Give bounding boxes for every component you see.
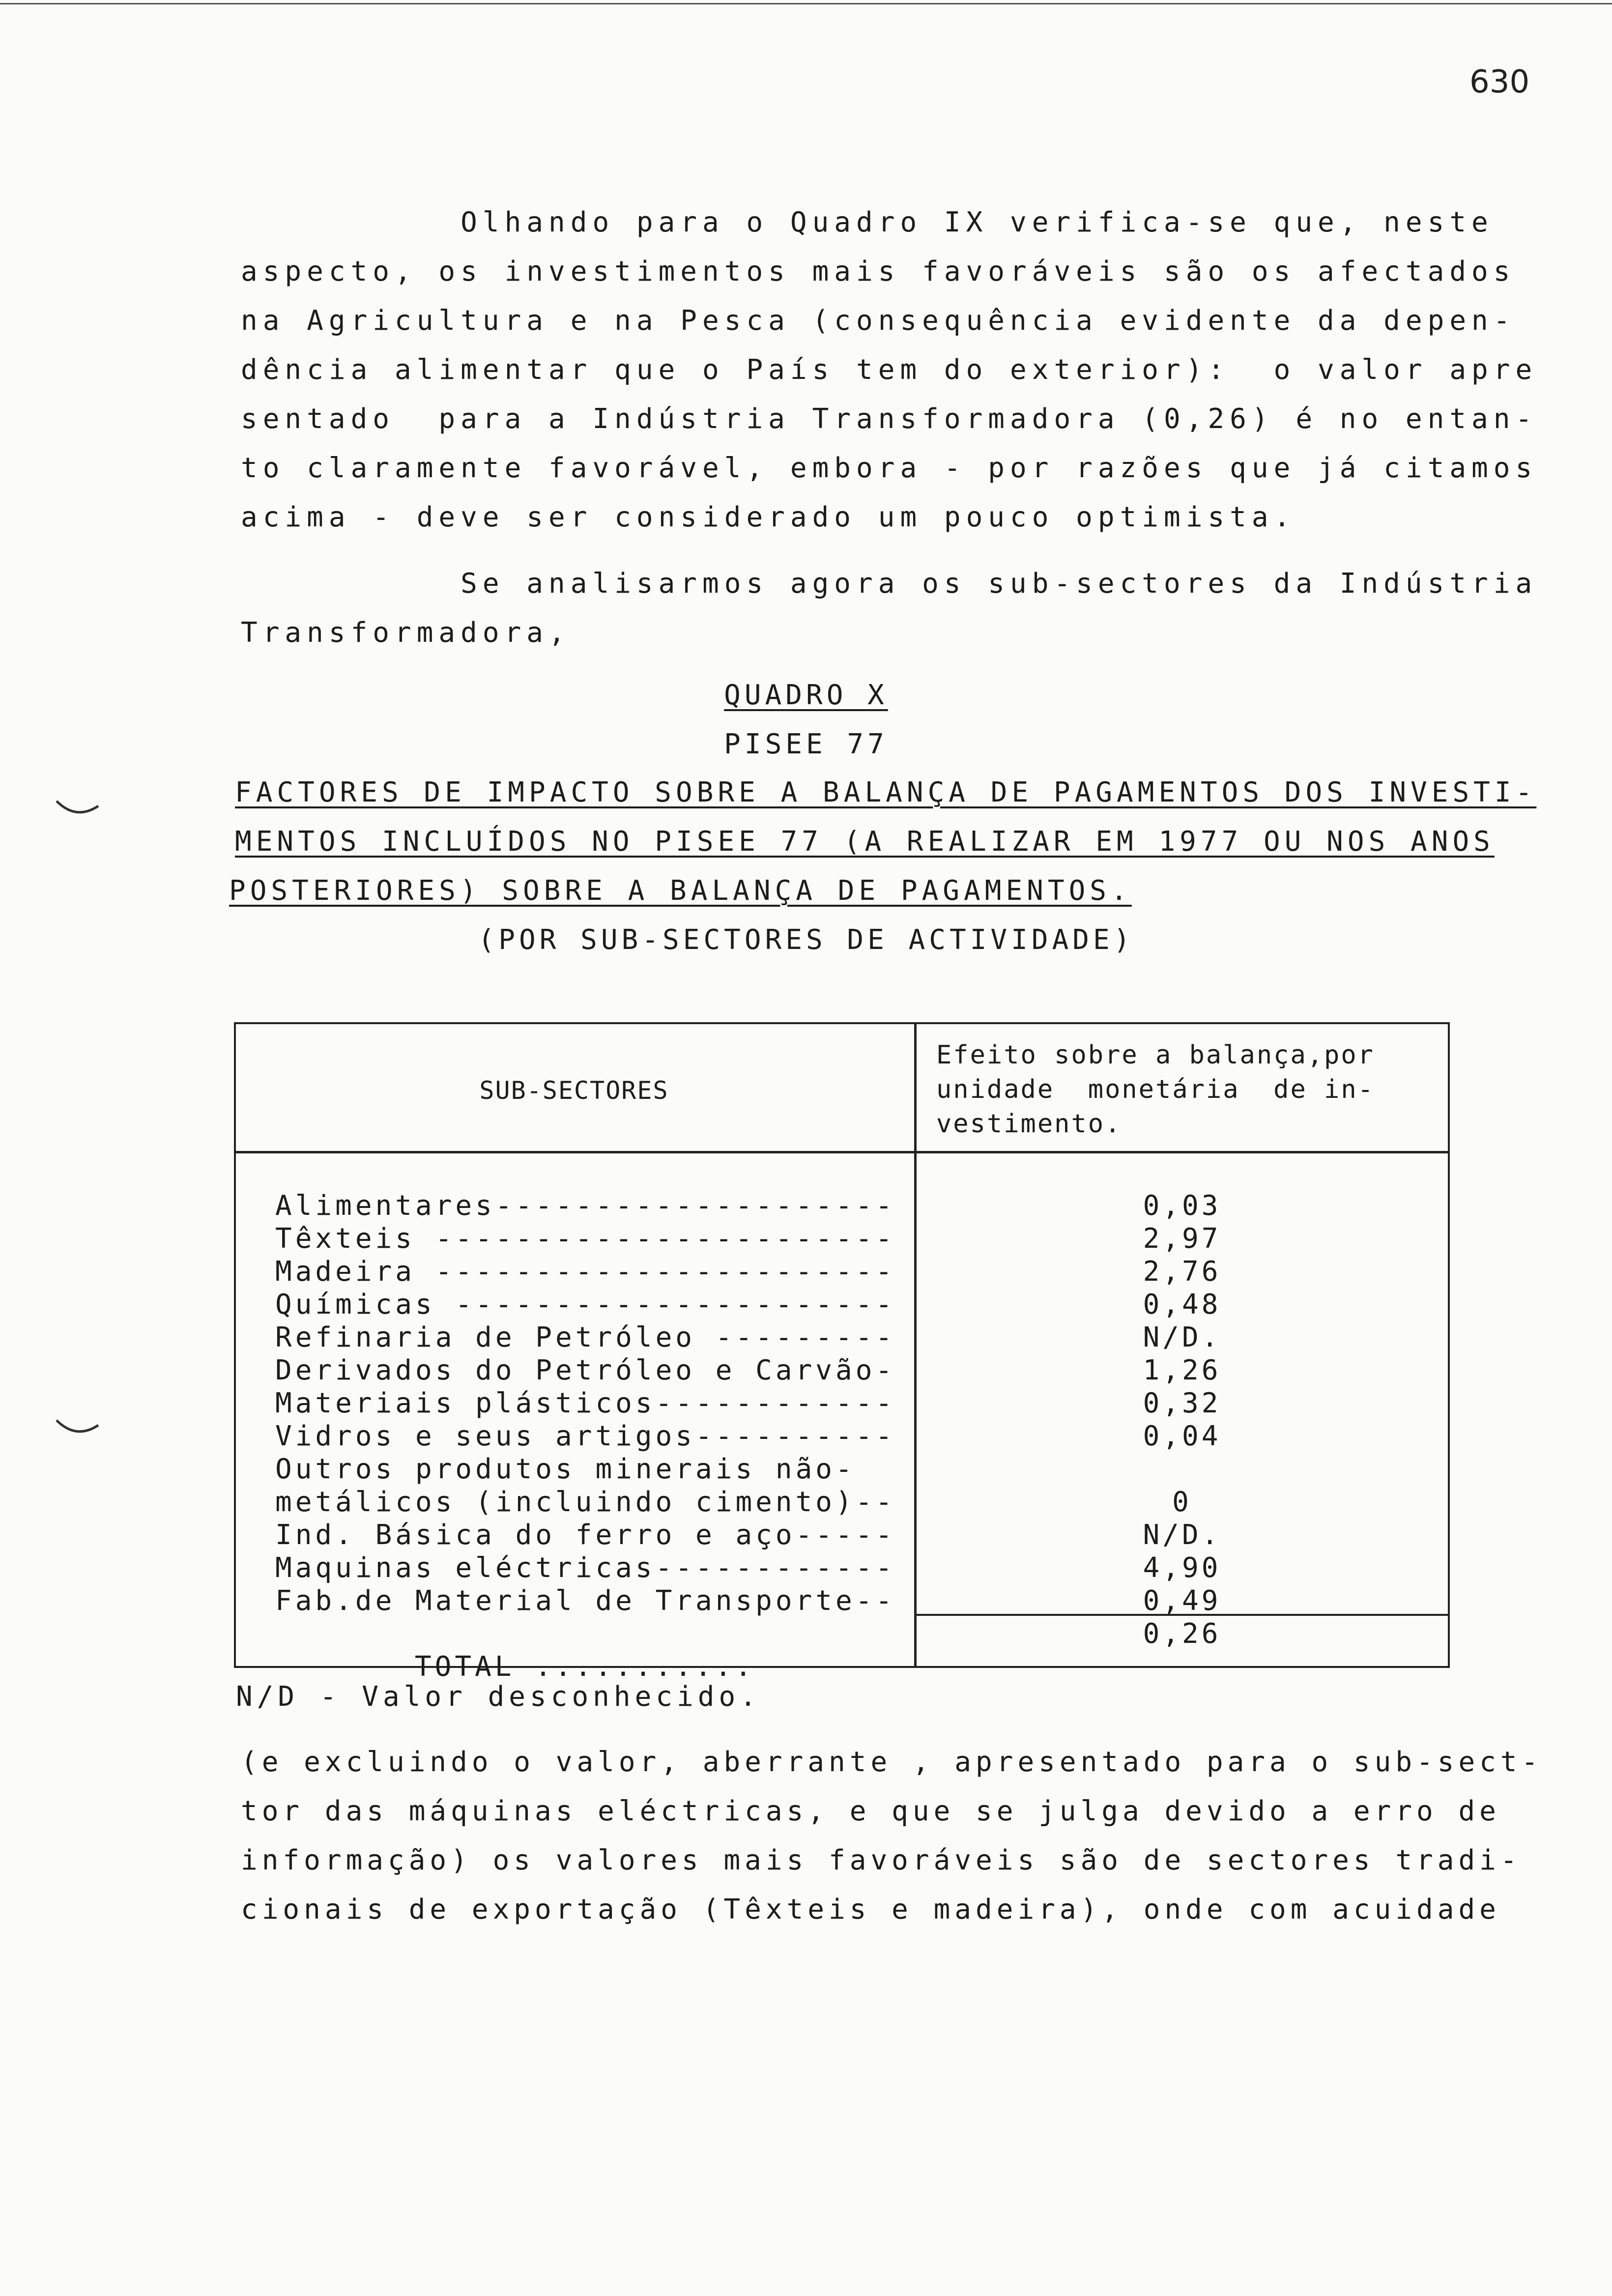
col-header-efeito (936, 1038, 1375, 1141)
total-label: TOTAL ........... (414, 1651, 755, 1683)
table-row-value (914, 1453, 1450, 1486)
paragraph2-line: Se analisarmos agora os sub-sectores da Indústria (241, 568, 1538, 600)
table-row-value: N/D. (1143, 1519, 1221, 1551)
table-row-label: Refinaria de Petróleo --------- (275, 1321, 896, 1353)
paragraph2-line: Transformadora, (241, 617, 571, 649)
table-row-label: Madeira ----------------------- (275, 1256, 896, 1288)
col-header-efeito-line: unidade monetária de in- (936, 1075, 1375, 1104)
col-header-efeito-line: vestimento. (936, 1109, 1122, 1139)
paragraph1-line: aspecto, os investimentos mais favoráveis são os afectados (241, 256, 1516, 287)
quadro-heading-line: MENTOS INCLUÍDOS NO PISEE 77 (A REALIZAR EM 1977 OU NOS ANOS (235, 826, 1495, 858)
punch-hole-mark (54, 1415, 103, 1445)
table-row-value: 0,49 (1143, 1585, 1221, 1617)
quadro-title: QUADRO X (724, 679, 888, 711)
table-labels (275, 1189, 896, 1683)
page-number: 630 (1469, 64, 1530, 100)
table-header-divider (234, 1151, 1450, 1153)
table-row-label: Fab.de Material de Transporte-- (275, 1585, 896, 1617)
table-row-label: Químicas ---------------------- (275, 1289, 896, 1320)
paragraph3-line: (e excluindo o valor, aberrante , apresentado para o sub-sect- (241, 1746, 1543, 1778)
table-row-label: Outros produtos minerais não- (275, 1453, 856, 1485)
quadro-heading-line: POSTERIORES) SOBRE A BALANÇA DE PAGAMENTOS. (229, 875, 1132, 907)
paragraph1-line: sentado para a Indústria Transformadora (0,26) é no entan- (241, 403, 1538, 435)
table-row-label: Vidros e seus artigos---------- (275, 1420, 896, 1452)
paragraph3-line: cionais de exportação (Têxteis e madeira), onde com acuidade (241, 1894, 1500, 1925)
paragraph1-line: na Agricultura e na Pesca (consequência evidente da depen- (241, 305, 1516, 337)
table-row-label: Derivados do Petróleo e Carvão- (275, 1354, 896, 1386)
table-row-value: 0,03 (1143, 1190, 1221, 1222)
quadro-subtitle: PISEE 77 (724, 728, 888, 760)
col-header-efeito-line: Efeito sobre a balança,por (936, 1040, 1375, 1070)
quadro-by-line: (POR SUB-SECTORES DE ACTIVIDADE) (478, 924, 1134, 956)
paragraph3-line: informação) os valores mais favoráveis são de sectores tradi- (241, 1844, 1522, 1876)
table-row-label: Materiais plásticos------------ (275, 1387, 896, 1419)
table-row-value: 2,97 (1143, 1223, 1221, 1255)
paragraph1-line: acima - deve ser considerado um pouco optimista. (241, 501, 1296, 533)
table-row-value: 1,26 (1143, 1354, 1221, 1386)
table-total-label (275, 1617, 895, 1683)
table-row-value: 0 (1172, 1486, 1192, 1518)
table-row-value: N/D. (1143, 1321, 1221, 1353)
top-edge-line (0, 3, 1612, 4)
paragraph1-line: Olhando para o Quadro IX verifica-se que, neste (241, 206, 1494, 238)
paragraph1-line: to claramente favorável, embora - por razões que já citamos (241, 452, 1538, 484)
table-row-label: metálicos (incluindo cimento)-- (275, 1486, 896, 1518)
table-row-value: 4,90 (1143, 1552, 1221, 1584)
table-total-value: 0,26 (1143, 1618, 1221, 1650)
table-row-value: 2,76 (1143, 1256, 1221, 1288)
table-row-value: 0,04 (1143, 1420, 1221, 1452)
table-row-label: Maquinas eléctricas------------ (275, 1552, 896, 1584)
table-footnote: N/D - Valor desconhecido. (236, 1681, 761, 1713)
table-row-label: Alimentares-------------------- (275, 1190, 896, 1222)
punch-hole-mark (54, 796, 103, 826)
paragraph3-line: tor das máquinas eléctricas, e que se julga devido a erro de (241, 1795, 1500, 1827)
table-row-value: 0,32 (1143, 1387, 1221, 1419)
col-header-sub-sectores: SUB-SECTORES (479, 1076, 669, 1105)
quadro-heading-line: FACTORES DE IMPACTO SOBRE A BALANÇA DE PAGAMENTOS DOS INVESTI- (235, 776, 1537, 808)
table-row-label: Ind. Básica do ferro e aço----- (275, 1519, 896, 1551)
table-row-label: Têxteis ----------------------- (275, 1223, 896, 1255)
table-values (914, 1189, 1450, 1650)
paragraph1-line: dência alimentar que o País tem do exterior): o valor apre (241, 354, 1538, 386)
table-row-value: 0,48 (1143, 1289, 1221, 1320)
